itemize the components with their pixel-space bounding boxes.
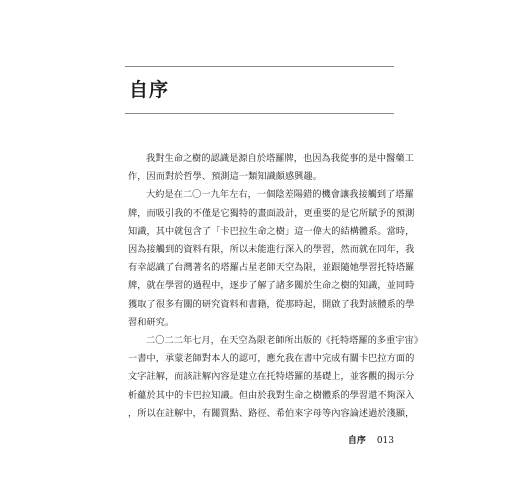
text-line: 二〇二二年七月，在天空為限老師所出版的《托特塔羅的多重宇宙》: [146, 335, 424, 347]
text-line: 因為接觸到的資料有限，所以未能進行深入的學習，然而就在同年，我: [128, 244, 415, 256]
text-line: ，所以在註解中，有關質點、路徑、希伯來字母等內容論述過於淺顯，: [128, 407, 415, 419]
text-line: 作，因而對於哲學、預測這一類知識頗感興趣。: [128, 171, 322, 183]
running-footer-section: 自序: [347, 436, 366, 446]
text-line: 知識，其中就包含了「卡巴拉生命之樹」這一偉大的結構體系。當時，: [128, 225, 415, 237]
text-line: 有幸認識了台灣著名的塔羅占星老師天空為限，並跟隨她學習托特塔羅: [128, 262, 415, 274]
page-number: 013: [376, 436, 394, 446]
text-line: 大約是在二〇一九年左右，一個陰差陽錯的機會讓我接觸到了塔羅: [146, 189, 414, 201]
text-line: 我對生命之樹的認識是源自於塔羅牌，也因為我從事的是中醫藥工: [146, 153, 414, 164]
text-line: 牌，就在學習的過程中，逐步了解了諸多關於生命之樹的知識，並同時: [128, 280, 415, 292]
title-top-rule: [125, 66, 394, 67]
paragraph-3: [128, 332, 424, 423]
title-bottom-rule: [125, 113, 394, 114]
text-line: 牌，而吸引我的不僅是它獨特的畫面設計，更重要的是它所賦予的預測: [128, 207, 415, 219]
text-line: 文字註解，而該註解內容是建立在托特塔羅的基礎上，並客觀的揭示分: [128, 371, 415, 383]
text-line: 一書中，承蒙老師對本人的認可，應允我在書中完成有關卡巴拉方面的: [128, 353, 415, 365]
text-line: 獲取了很多有關的研究資料和書籍，從那時起，開啟了我對該體系的學: [128, 298, 415, 310]
text-line: 習和研究。: [128, 316, 175, 328]
body-text: [128, 150, 424, 423]
page-footer: [348, 435, 394, 447]
paragraph-2: [128, 186, 415, 332]
chapter-title: 自序: [129, 79, 170, 101]
paragraph-1: [128, 150, 414, 186]
text-line: 析蘊於其中的卡巴拉知識。但由於我對生命之樹體系的學習還不夠深入: [128, 389, 415, 401]
